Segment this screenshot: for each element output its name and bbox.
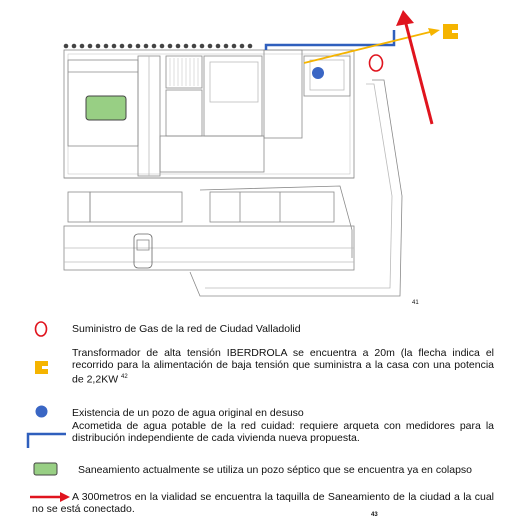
transformer-legend-text bbox=[72, 347, 494, 386]
transformer-footnote: 42 bbox=[121, 374, 128, 380]
water-legend-text: Acometida de agua potable de la red cuidad: requiere arqueta con medidores para la distribución independiente de cada vivienda nueva propuesta. bbox=[72, 420, 494, 444]
water-supply-line bbox=[266, 30, 394, 50]
septic-tank-marker bbox=[86, 96, 126, 120]
figure-number: 41 bbox=[412, 300, 419, 306]
gas-supply-marker bbox=[370, 55, 383, 71]
well-legend-text: Existencia de un pozo de agua original en desuso bbox=[72, 407, 304, 419]
page-number: 43 bbox=[371, 512, 378, 518]
transformer-legend-icon bbox=[35, 361, 49, 375]
sewer-route-arrow bbox=[396, 10, 414, 26]
electricity-route-arrow bbox=[428, 28, 440, 36]
water-well-marker bbox=[312, 67, 324, 79]
gas-legend-text: Suministro de Gas de la red de Ciudad Valladolid bbox=[72, 323, 301, 335]
sanitation-legend-text: Saneamiento actualmente se utiliza un pozo séptico que se encuentra ya en colapso bbox=[78, 464, 473, 476]
gas-legend-icon bbox=[34, 320, 48, 338]
well-legend-icon bbox=[35, 405, 49, 419]
sewer-legend-text: A 300metros en la vialidad se encuentra la taquilla de Saneamiento de la ciudad a la cual no se está conectado. bbox=[32, 491, 494, 515]
water-supply-legend-icon bbox=[26, 430, 68, 450]
transformer-legend-body: Transformador de alta tensión IBERDROLA se encuentra a 20m (la flecha indica el recorrido para la alimentación de baja tensión que suministra a la casa con una potencia de 2,2KW bbox=[72, 347, 494, 386]
sanitation-legend-icon bbox=[33, 462, 59, 477]
